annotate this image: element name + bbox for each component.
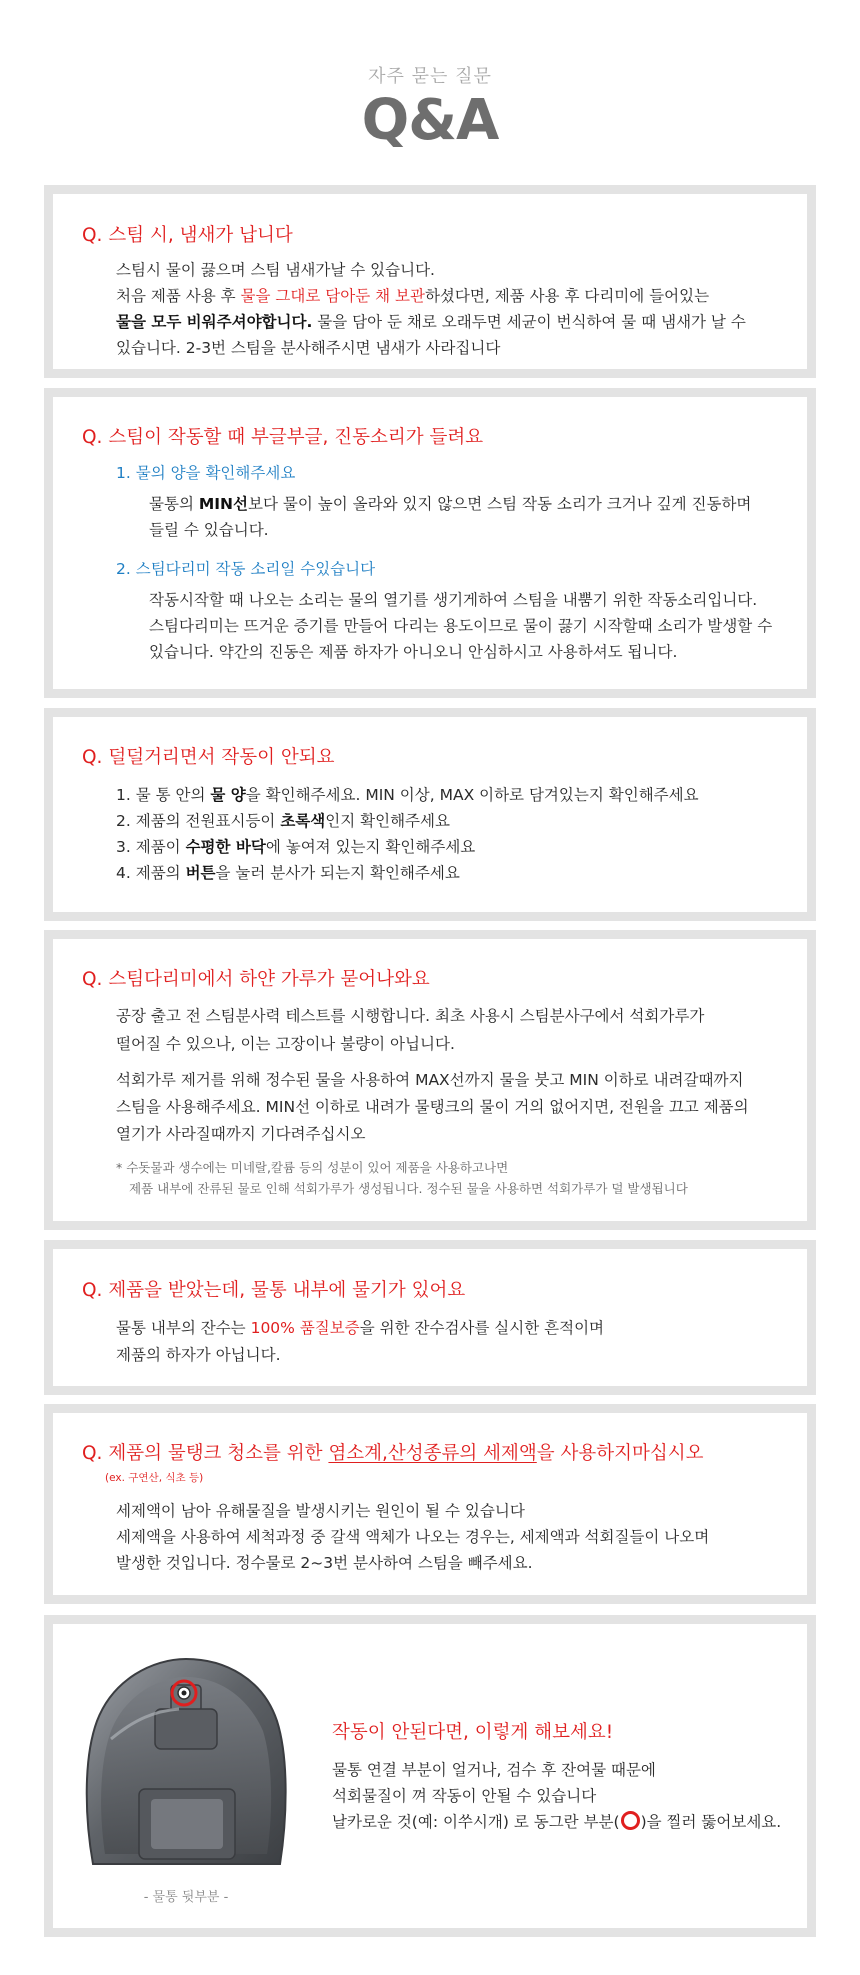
faq-answer-line: 스팀다리미는 뜨거운 증기를 만들어 다리는 용도이므로 물이 끓기 시작할때 소리가 발생할 수 (149, 617, 773, 635)
faq-answer-line: 있습니다. 2-3번 스팀을 분사해주시면 냄새가 사라집니다 (116, 339, 501, 357)
tip-line: 물통 연결 부분이 얼거나, 검수 후 잔여물 때문에 (332, 1761, 656, 1779)
bold-text: 물을 모두 비워주셔야합니다. (116, 313, 313, 331)
faq-card-troubleshoot (44, 1615, 816, 1937)
faq-question-title: Q. 덜덜거리면서 작동이 안되요 (82, 747, 335, 768)
faq-answer-line: 들릴 수 있습니다. (149, 521, 269, 539)
faq-question-title: Q. 스팀다리미에서 하얀 가루가 묻어나와요 (82, 969, 430, 990)
tip-title: 작동이 안된다면, 이렇게 해보세요! (332, 1722, 614, 1743)
faq-card-cleaning-warning (44, 1404, 816, 1604)
faq-subheading: 2. 스팀다리미 작동 소리일 수있습니다 (116, 560, 376, 578)
faq-answer-line: 제품의 하자가 아닙니다. (116, 1346, 281, 1364)
faq-answer-line: 석회가루 제거를 위해 정수된 물을 사용하여 MAX선까지 물을 붓고 MIN 이하로 내려갈때까지 (116, 1071, 744, 1089)
underlined-text: 염소계,산성종류의 세제액 (328, 1443, 537, 1464)
footnote: 제품 내부에 잔류된 물로 인해 석회가루가 생성됩니다. 정수된 물을 사용하면 석회가루가 덜 발생됩니다 (129, 1181, 688, 1196)
water-tank-image (75, 1649, 297, 1877)
tip-line: 석회물질이 껴 작동이 안될 수 있습니다 (332, 1787, 597, 1805)
faq-subheading: 1. 물의 양을 확인해주세요 (116, 464, 296, 482)
checklist-item: 2. 제품의 전원표시등이 초록색인지 확인해주세요 (116, 812, 450, 830)
page-subtitle: 자주 묻는 질문 (368, 66, 492, 87)
highlight-text: 100% 품질보증 (250, 1319, 360, 1337)
faq-answer-line: 세제액을 사용하여 세척과정 중 갈색 액체가 나오는 경우는, 세제액과 석회질들이 나오며 (116, 1528, 710, 1546)
checklist-item: 1. 물 통 안의 물 양을 확인해주세요. MIN 이상, MAX 이하로 담겨있는지 확인해주세요 (116, 786, 699, 804)
faq-answer-line: 있습니다. 약간의 진동은 제품 하자가 아니오니 안심하시고 사용하셔도 됩니다. (149, 643, 678, 661)
faq-question-title: Q. 제품을 받았는데, 물통 내부에 물기가 있어요 (82, 1280, 466, 1301)
faq-answer-line: 처음 제품 사용 후 물을 그대로 담아둔 채 보관하셨다면, 제품 사용 후 다리미에 들어있는 (116, 287, 710, 305)
faq-answer-line: 물통 내부의 잔수는 100% 품질보증을 위한 잔수검사를 실시한 흔적이며 (116, 1319, 605, 1337)
faq-answer-line: 작동시작할 때 나오는 소리는 물의 열기를 생기게하여 스팀을 내뿜기 위한 작동소리입니다. (149, 591, 758, 609)
faq-answer-line: 떨어질 수 있으나, 이는 고장이나 불량이 아닙니다. (116, 1035, 455, 1053)
faq-answer-line: 공장 출고 전 스팀분사력 테스트를 시행합니다. 최초 사용시 스팀분사구에서 석회가루가 (116, 1007, 705, 1025)
highlight-text: 물을 그대로 담아둔 채 보관 (240, 287, 425, 305)
faq-answer-line: 스팀을 사용해주세요. MIN선 이하로 내려가 물탱크의 물이 거의 없어지면, 전원을 끄고 제품의 (116, 1098, 749, 1116)
faq-question-title: Q. 제품의 물탱크 청소를 위한 염소계,산성종류의 세제액을 사용하지마십시오 (82, 1443, 704, 1464)
example-note: (ex. 구연산, 식초 등) (105, 1472, 204, 1484)
faq-answer-line: 열기가 사라질때까지 기다려주십시오 (116, 1125, 366, 1143)
faq-answer-line: 물통의 MIN선보다 물이 높이 올라와 있지 않으면 스팀 작동 소리가 크거나 깊게 진동하며 (149, 495, 752, 513)
checklist-item: 4. 제품의 버튼을 눌러 분사가 되는지 확인해주세요 (116, 864, 460, 882)
faq-answer-line: 물을 모두 비워주셔야합니다. 물을 담아 둔 채로 오래두면 세균이 번식하여 물 때 냄새가 날 수 (116, 313, 746, 331)
checklist-item: 3. 제품이 수평한 바닥에 놓여져 있는지 확인해주세요 (116, 838, 476, 856)
tip-line: 날카로운 것(예: 이쑤시개) 로 동그란 부분( )을 찔러 뚫어보세요. (332, 1813, 782, 1831)
faq-question-title: Q. 스팀 시, 냄새가 납니다 (82, 225, 293, 246)
page-title: Q&A (361, 88, 499, 153)
faq-card-noise (44, 388, 816, 698)
faq-card-not-working (44, 708, 816, 921)
faq-answer-line: 발생한 것입니다. 정수물로 2~3번 분사하여 스팀을 빼주세요. (116, 1554, 533, 1572)
bold-text: MIN선 (198, 495, 248, 513)
faq-card-smell (44, 185, 816, 378)
faq-card-moisture (44, 1240, 816, 1395)
footnote: * 수돗물과 생수에는 미네랄,칼륨 등의 성분이 있어 제품을 사용하고나면 (116, 1160, 509, 1175)
faq-answer-line: 세제액이 남아 유해물질을 발생시키는 원인이 될 수 있습니다 (116, 1502, 525, 1520)
faq-card-white-powder (44, 930, 816, 1230)
image-caption: - 물통 뒷부분 - (143, 1890, 229, 1905)
faq-question-title: Q. 스팀이 작동할 때 부글부글, 진동소리가 들려요 (82, 427, 484, 448)
faq-answer-line: 스팀시 물이 끓으며 스팀 냄새가날 수 있습니다. (116, 261, 435, 279)
red-circle-marker-icon (621, 1811, 640, 1830)
